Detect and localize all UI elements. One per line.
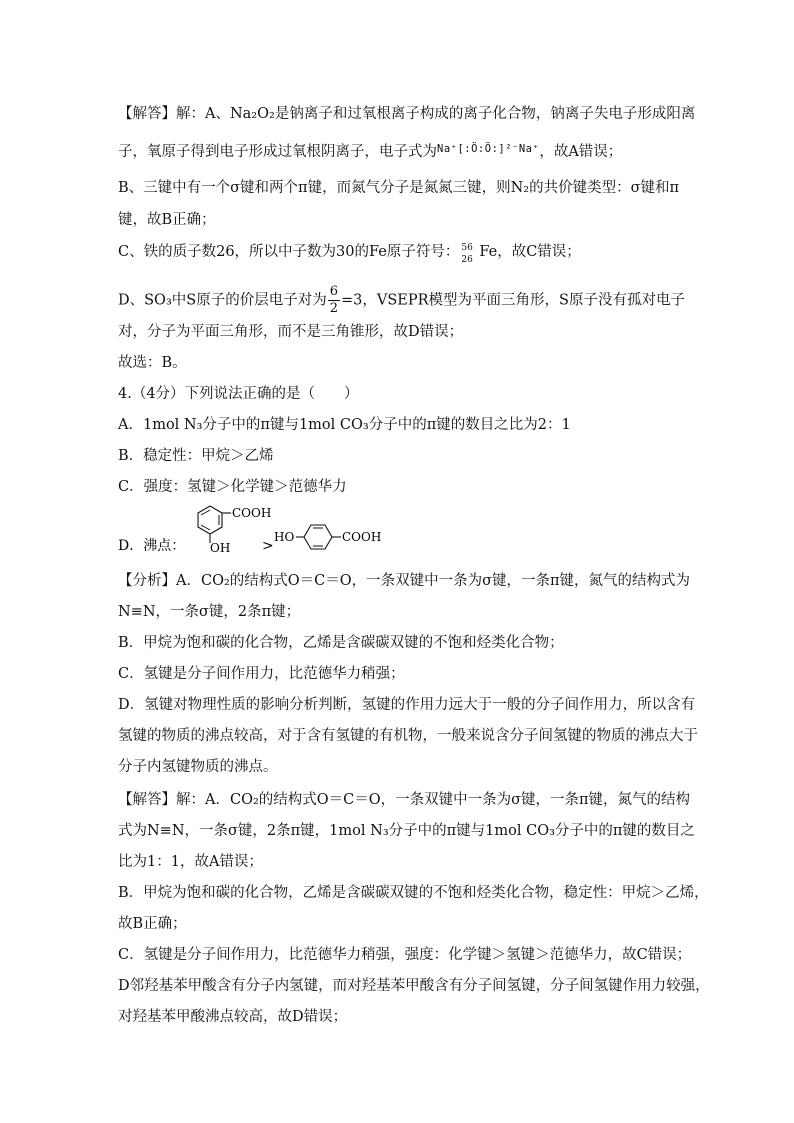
fraction-denominator: 2 xyxy=(329,301,338,316)
answer2-line2: 式为N≡N，一条σ键，2条π键，1mol N₃分子中的π键与1mol CO₃分子中的π键的数目之 xyxy=(118,823,695,839)
greater-than-sign: > xyxy=(262,538,274,554)
answer1-line5b: ，故C错误； xyxy=(497,244,581,260)
question4-option-b: B．稳定性：甲烷＞乙烯 xyxy=(118,448,274,464)
answer1-line3: B、三键中有一个σ键和两个π键，而氮气分子是氮氮三键，则N₂的共价键类型：σ键和π xyxy=(118,180,680,196)
nuclide-z: 26 xyxy=(461,255,473,265)
fraction-numerator: 6 xyxy=(329,284,338,299)
analysis-line7: 分子内氢键物质的沸点。 xyxy=(118,759,278,775)
fraction xyxy=(328,284,340,317)
nuclide-mass: 56 xyxy=(461,243,473,253)
answer2-line8: 对羟基苯甲酸沸点较高，故D错误； xyxy=(118,1009,348,1025)
answer1-line5 xyxy=(118,242,581,265)
answer1-line6a: D、SO₃中S原子的价层电子对为 xyxy=(118,292,327,309)
option-d-label: D．沸点： xyxy=(118,538,186,554)
cooh-group-para: COOH xyxy=(342,530,382,544)
boiling-point-structures xyxy=(118,503,418,563)
question4-option-c: C．强度：氢键＞化学键＞范德华力 xyxy=(118,479,347,495)
oh-group: OH xyxy=(210,541,231,555)
answer2-line1: 【解答】解：A．CO₂的结构式O＝C＝O，一条双键中一条为σ键，一条π键，氮气的结构 xyxy=(118,792,691,808)
answer2-line7: D邻羟基苯甲酸含有分子内氢键，而对羟基苯甲酸含有分子间氢键，分子间氢键作用力较强， xyxy=(118,978,710,994)
electron-formula: Na⁺[:Ö:Ö:]²⁻Na⁺ xyxy=(437,143,540,155)
question4-stem: 4.（4分）下列说法正确的是（ ） xyxy=(118,386,359,402)
answer1-line5a: C、铁的质子数26，所以中子数为30的Fe原子符号： xyxy=(118,244,460,260)
nuclide-element: Fe xyxy=(479,244,498,260)
analysis-line3: B．甲烷为饱和碳的化合物，乙烯是含碳碳双键的不饱和烃类化合物； xyxy=(118,635,564,651)
answer1-line2a: 子，氧原子得到电子形成过氧根阴离子，电子式为 xyxy=(118,144,437,160)
answer2-line5: 故B正确； xyxy=(118,916,187,932)
answer2-line4: B．甲烷为饱和碳的化合物，乙烯是含碳碳双键的不饱和烃类化合物，稳定性：甲烷＞乙烯， xyxy=(118,885,709,901)
nuclide-symbol xyxy=(459,242,479,265)
answer1-line2b: ，故A错误； xyxy=(539,144,623,160)
answer1-line8: 故选：B。 xyxy=(118,355,187,371)
answer1-line7: 对，分子为平面三角形，而不是三角锥形，故D错误； xyxy=(118,324,464,340)
answer1-line6b: =3，VSEPR模型为平面三角形，S原子没有孤对电子 xyxy=(340,292,685,309)
analysis-line1: 【分析】A．CO₂的结构式O＝C＝O，一条双键中一条为σ键，一条π键，氮气的结构式为 xyxy=(118,573,691,589)
analysis-line2: N≡N，一条σ键，2条π键； xyxy=(118,604,301,620)
question4-option-a: A．1mol N₃分子中的π键与1mol CO₃分子中的π键的数目之比为2：1 xyxy=(118,417,571,433)
ho-group: HO xyxy=(274,530,295,544)
analysis-line4: C．氢键是分子间作用力，比范德华力稍强； xyxy=(118,666,405,682)
benzene-ring-para xyxy=(304,525,332,549)
analysis-line5: D．氢键对物理性质的影响分析判断，氢键的作用力远大于一般的分子间作用力，所以含有 xyxy=(118,697,696,713)
answer1-line4: 键，故B正确； xyxy=(118,212,216,228)
analysis-line6: 氢键的物质的沸点较高，对于含有氢键的有机物，一般来说含分子间氢键的物质的沸点大于 xyxy=(118,728,698,744)
ring-spacer xyxy=(323,537,329,543)
answer2-line3: 比为1：1，故A错误； xyxy=(118,854,263,870)
answer1-line1: 【解答】解：A、Na₂O₂是钠离子和过氧根离子构成的离子化合物，钠离子失电子形成阳离 xyxy=(118,106,696,122)
answer1-line2 xyxy=(118,142,622,163)
answer1-line6 xyxy=(118,284,685,317)
cooh-group-ortho: COOH xyxy=(232,506,272,520)
answer2-line6: C．氢键是分子间作用力，比范德华力稍强，强度：化学键＞氢键＞范德华力，故C错误； xyxy=(118,947,692,963)
